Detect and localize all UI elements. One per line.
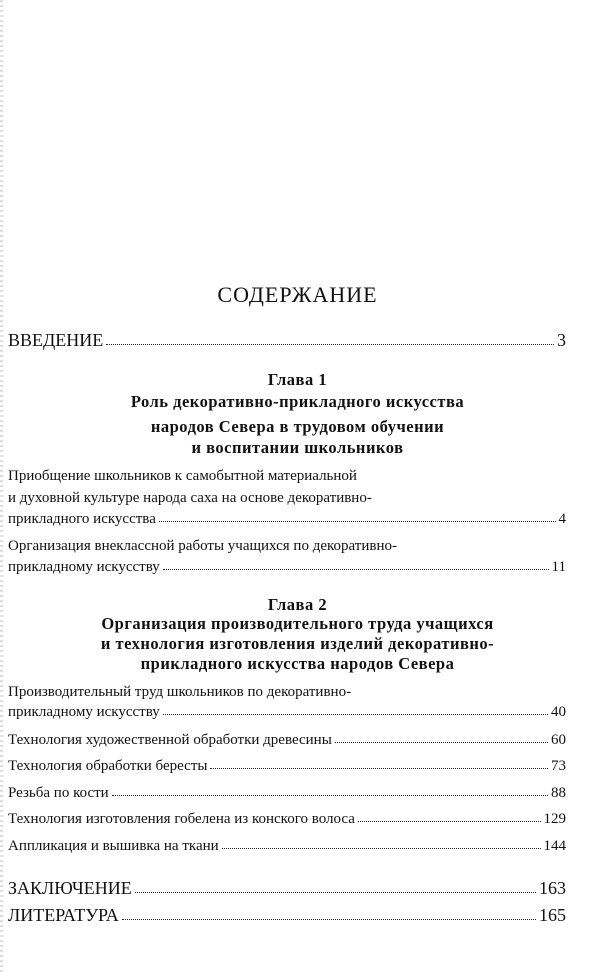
dot-leader — [122, 915, 536, 920]
toc-entry-label: ЛИТЕРАТУРА — [8, 905, 119, 925]
toc-entry-intro[interactable] — [8, 331, 566, 350]
chapter-2-title-line: и технология изготовления изделий декоративно- — [100, 634, 495, 653]
toc-entry-ch2-1[interactable] — [8, 703, 566, 722]
chapter-2-label: Глава 2 — [267, 595, 328, 614]
toc-entry-line: Приобщение школьников к самобытной материальной — [8, 468, 357, 484]
toc-entry-ch2-3[interactable] — [8, 757, 566, 776]
toc-page-number: 73 — [551, 758, 566, 774]
toc-page-number: 163 — [539, 878, 566, 898]
page-edge — [0, 0, 3, 973]
toc-page-number: 4 — [558, 511, 566, 527]
toc-page-number: 60 — [551, 732, 566, 748]
toc-page-number: 88 — [551, 785, 566, 801]
chapter-2-title-line: прикладного искусства народов Севера — [140, 654, 455, 673]
toc-page-number: 11 — [551, 559, 566, 575]
dot-leader — [335, 738, 548, 743]
dot-leader — [135, 888, 536, 893]
chapter-1-title-line: народов Севера в трудовом обучении — [150, 417, 445, 436]
toc-entry-label: ЗАКЛЮЧЕНИЕ — [8, 878, 132, 898]
toc-entry-ch1-1[interactable] — [8, 510, 566, 529]
dot-leader — [106, 340, 554, 345]
toc-entry-label: Технология обработки бересты — [8, 758, 208, 774]
toc-page-number: 40 — [551, 704, 566, 720]
toc-entry-line: Производительный труд школьников по декоративно- — [8, 684, 352, 700]
toc-page-number: 144 — [543, 838, 566, 854]
toc-page-number: 3 — [557, 330, 566, 350]
toc-entry-label: прикладному искусству — [8, 559, 160, 575]
toc-entry-ch2-6[interactable] — [8, 837, 566, 856]
dot-leader — [163, 710, 548, 715]
dot-leader — [159, 517, 556, 522]
toc-entry-ch2-5[interactable] — [8, 810, 566, 829]
dot-leader — [210, 764, 548, 769]
dot-leader — [358, 817, 541, 822]
toc-entry-line: Организация внеклассной работы учащихся по декоративно- — [8, 538, 397, 554]
toc-entry-label: прикладному искусству — [8, 704, 160, 720]
toc-entry-conclusion[interactable] — [8, 879, 566, 898]
page-title: СОДЕРЖАНИЕ — [217, 282, 378, 307]
chapter-1-title-line: и воспитании школьников — [191, 438, 404, 457]
toc-entry-label: Технология изготовления гобелена из конского волоса — [8, 811, 355, 827]
toc-entry-line: и духовной культуре народа саха на основе декоративно- — [8, 490, 372, 506]
dot-leader — [112, 791, 548, 796]
toc-entry-label: прикладного искусства — [8, 511, 156, 527]
toc-entry-ch2-2[interactable] — [8, 731, 566, 750]
chapter-1-title-line: Роль декоративно-прикладного искусства — [130, 392, 465, 411]
dot-leader — [163, 565, 549, 570]
toc-entry-label: Технология художественной обработки древесины — [8, 732, 332, 748]
chapter-2-title-line: Организация производительного труда учащихся — [101, 614, 494, 633]
toc-entry-ch2-4[interactable] — [8, 784, 566, 803]
toc-entry-literature[interactable] — [8, 906, 566, 925]
toc-entry-label: Аппликация и вышивка на ткани — [8, 838, 219, 854]
toc-entry-ch1-2[interactable] — [8, 558, 566, 577]
chapter-1-label: Глава 1 — [267, 370, 328, 389]
dot-leader — [222, 844, 541, 849]
toc-page-number: 129 — [543, 811, 566, 827]
toc-page-number: 165 — [539, 905, 566, 925]
toc-entry-label: Резьба по кости — [8, 785, 109, 801]
toc-entry-label: ВВЕДЕНИЕ — [8, 330, 104, 350]
